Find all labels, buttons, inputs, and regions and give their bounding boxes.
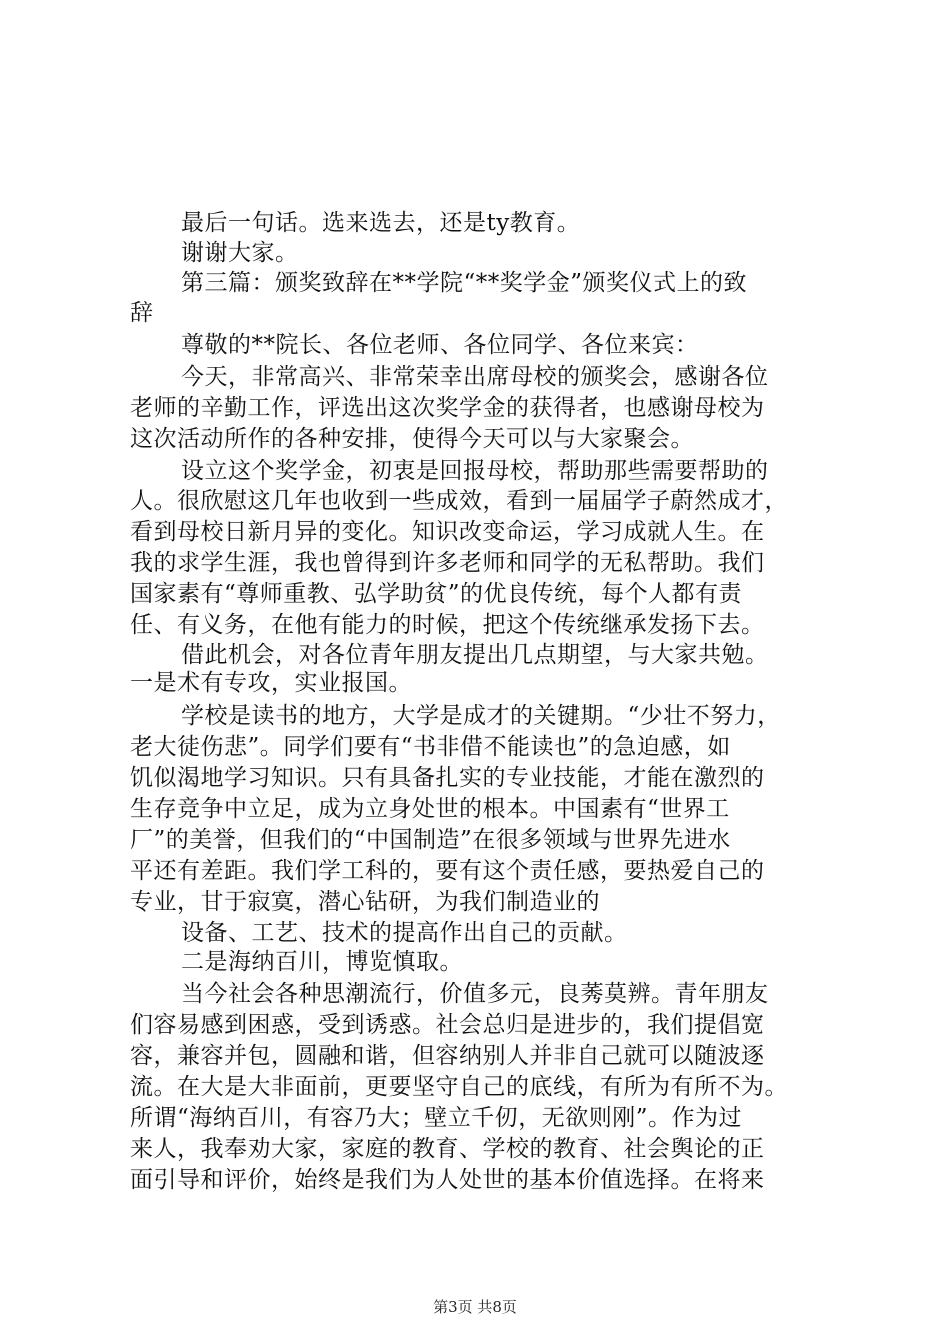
text-line: 生存竞争中立足，成为立身处世的根本。中国素有“世界工	[130, 796, 730, 822]
text-line: 任、有义务，在他有能力的时候，把这个传统继承发扬下去。	[130, 612, 765, 638]
text-line: 国家素有“尊师重教、弘学助贫”的优良传统，每个人都有责	[130, 581, 743, 607]
text-line: 谢谢大家。	[181, 240, 299, 266]
text-line: 设立这个奖学金，初衷是回报母校，帮助那些需要帮助的	[181, 458, 769, 484]
text-line: 所谓“海纳百川，有容乃大；壁立千仞，无欲则刚”。作为过	[130, 1105, 743, 1131]
text-line: 老师的辛勤工作，评选出这次奖学金的获得者，也感谢母校为	[130, 395, 765, 421]
section-heading-continued: 辞	[130, 300, 154, 326]
section-heading: 第三篇：颁奖致辞在**学院“**奖学金”颁奖仪式上的致	[181, 270, 748, 296]
subheading: 二是海纳百川，博览慎取。	[181, 949, 463, 975]
text-line: 当今社会各种思潮流行，价值多元，良莠莫辨。青年朋友	[181, 981, 769, 1007]
text-line: 面引导和评价，始终是我们为人处世的基本价值选择。在将来	[130, 1167, 765, 1193]
text-line: 平还有差距。我们学工科的，要有这个责任感，要热爱自己的	[130, 858, 765, 884]
text-line: 借此机会，对各位青年朋友提出几点期望，与大家共勉。	[181, 642, 769, 668]
text-line: 这次活动所作的各种安排，使得今天可以与大家聚会。	[130, 426, 694, 452]
subheading: 一是术有专攻，实业报国。	[130, 670, 412, 696]
text-line: 饥似渴地学习知识。只有具备扎实的专业技能，才能在激烈的	[130, 765, 765, 791]
text-line: 们容易感到困惑，受到诱惑。社会总归是进步的，我们提倡宽	[130, 1012, 765, 1038]
text-line: 我的求学生涯，我也曾得到许多老师和同学的无私帮助。我们	[130, 550, 765, 576]
text-line: 来人，我奉劝大家，家庭的教育、学校的教育、社会舆论的正	[130, 1136, 765, 1162]
text-line: 容，兼容并包，圆融和谐，但容纳别人并非自己就可以随波逐	[130, 1043, 765, 1069]
salutation: 尊敬的**院长、各位老师、各位同学、各位来宾：	[181, 332, 699, 358]
text-line: 最后一句话。选来选去，还是ty教育。	[181, 210, 581, 236]
text-line: 人。很欣慰这几年也收到一些成效，看到一届届学子蔚然成才，	[130, 488, 788, 514]
text-line: 厂”的美誉，但我们的“中国制造”在很多领域与世界先进水	[130, 827, 731, 853]
text-line: 学校是读书的地方，大学是成才的关键期。“少壮不努力，	[181, 703, 781, 729]
text-line: 看到母校日新月异的变化。知识改变命运，学习成就人生。在	[130, 519, 765, 545]
text-line: 专业，甘于寂寞，潜心钻研，为我们制造业的	[130, 889, 600, 915]
page-number-footer: 第3页 共8页	[433, 1298, 517, 1316]
text-line: 今天，非常高兴、非常荣幸出席母校的颁奖会，感谢各位	[181, 364, 769, 390]
text-line: 老大徒伤悲”。同学们要有“书非借不能读也”的急迫感，如	[130, 734, 731, 760]
text-line: 设备、工艺、技术的提高作出自己的贡献。	[181, 920, 628, 946]
text-line: 流。在大是大非面前，更要坚守自己的底线，有所为有所不为。	[130, 1074, 788, 1100]
